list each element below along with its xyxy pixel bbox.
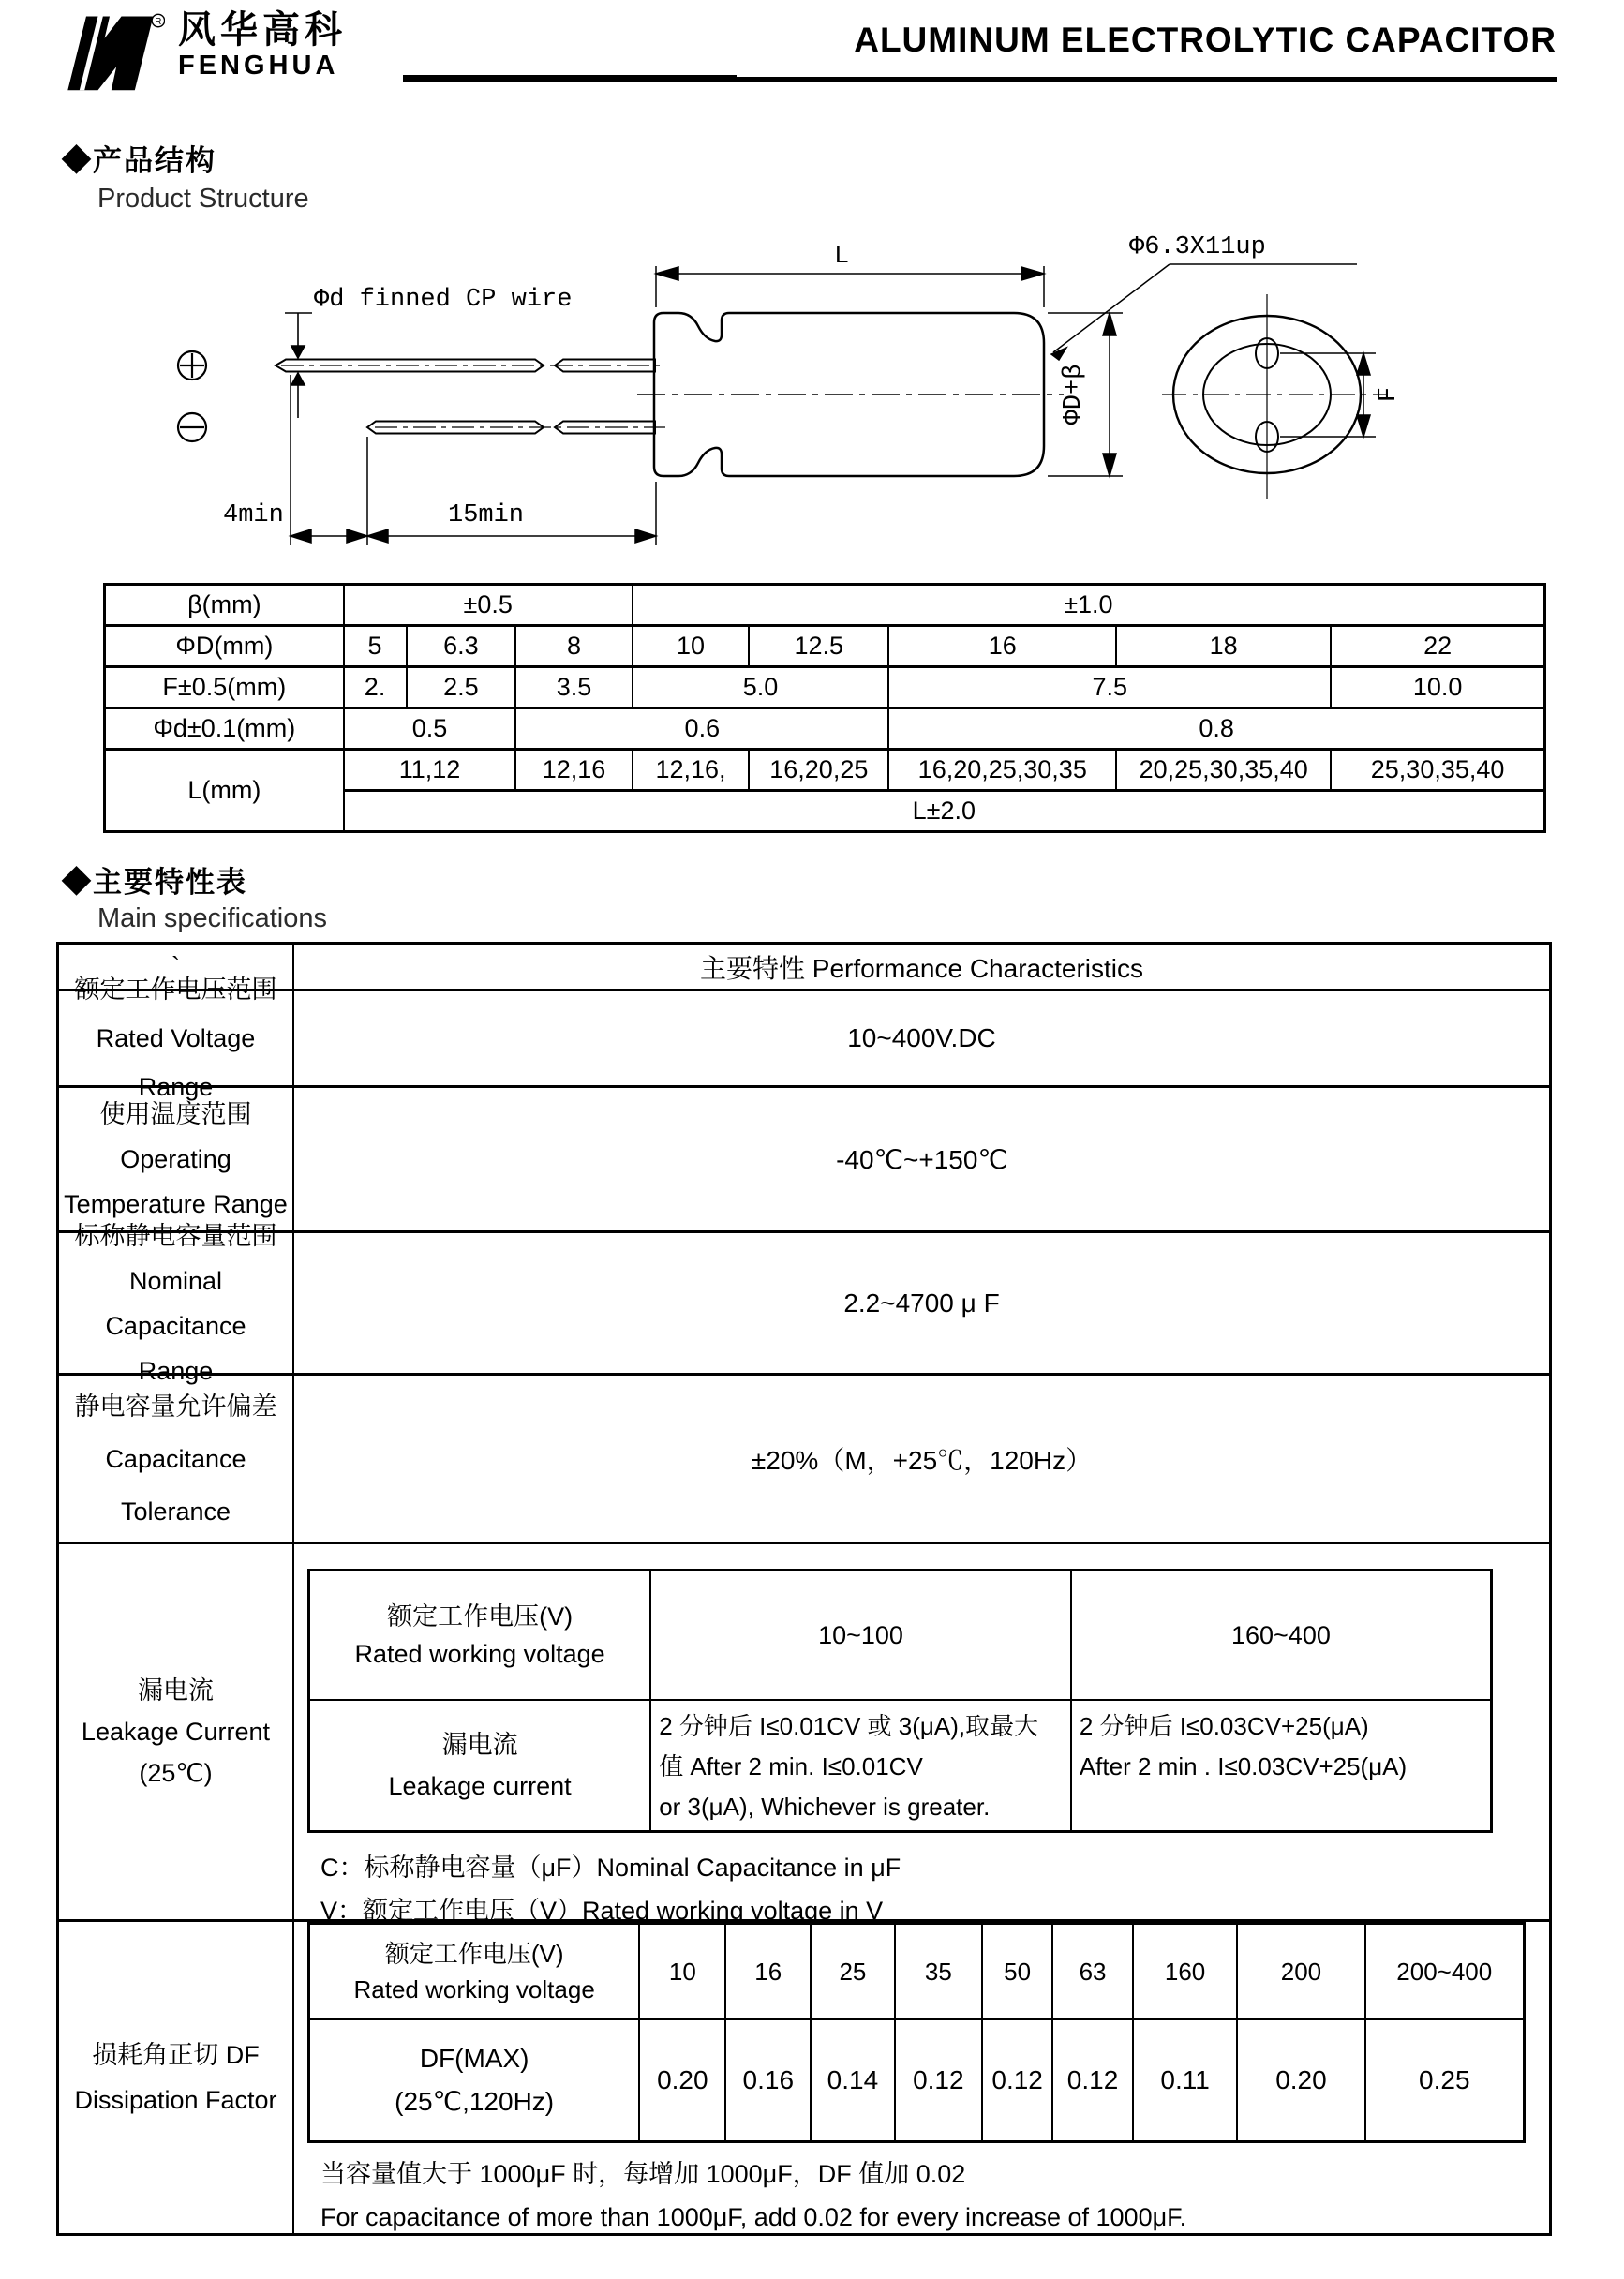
table-row — [309, 1571, 1492, 1701]
cell: 12,16 — [515, 750, 632, 791]
voltage-cell: 35 — [895, 1924, 982, 2020]
row-label: F±0.5(mm) — [105, 667, 344, 708]
cell: 25,30,35,40 — [1331, 750, 1544, 791]
section-title-specs-en: Main specifications — [97, 903, 327, 933]
cell: 8 — [515, 626, 632, 667]
table-row — [309, 1924, 1525, 2020]
section-title-specs-cn: ◆主要特性表 — [62, 866, 247, 899]
label-en: Leakage Current — [81, 1718, 271, 1746]
voltage-cell: 63 — [1052, 1924, 1133, 2020]
label-cn: 额定工作电压范围 — [74, 976, 277, 1004]
section-title-structure-en: Product Structure — [97, 184, 309, 214]
voltage-header-cn: 额定工作电压(V) — [387, 1602, 574, 1631]
cell: 0.6 — [515, 708, 888, 750]
dissipation-factor-table — [307, 1922, 1526, 2143]
df-note-cn: 当容量值大于 1000μF 时，每增加 1000μF，DF 值加 0.02 — [320, 2160, 966, 2188]
label-en: Range — [138, 1356, 214, 1385]
leakage-row-label-en: Leakage current — [388, 1772, 572, 1800]
df-value: 0.14 — [811, 2019, 894, 2142]
cell: 0.5 — [344, 708, 516, 750]
cell: 2. — [344, 667, 407, 708]
lead-min4-label: 4min — [223, 501, 284, 529]
leakage-spec-low: 值 After 2 min. I≤0.01CV — [659, 1752, 923, 1780]
negative-lead — [367, 422, 665, 434]
spec-row-rated-voltage — [59, 976, 1549, 1101]
length-label: L — [834, 243, 850, 271]
label-en: Operating — [120, 1145, 231, 1173]
plus-terminal-icon — [178, 351, 206, 380]
df-value: 0.25 — [1365, 2019, 1525, 2142]
cell: 16,20,25,30,35 — [888, 750, 1116, 791]
df-value: 0.12 — [1052, 2019, 1133, 2142]
label-en: Capacitance — [105, 1444, 246, 1473]
cell: 0.8 — [888, 708, 1544, 750]
leakage-spec-high: 2 分钟后 I≤0.03CV+25(μA) — [1079, 1712, 1369, 1740]
length-dimension — [656, 266, 1044, 307]
end-view — [1162, 294, 1387, 499]
section-title-structure-cn: ◆产品结构 — [62, 144, 216, 177]
spec-row-capacitance — [59, 1221, 1549, 1385]
length-tolerance-cell: L±2.0 — [344, 791, 1545, 832]
beta-tol-large: ±1.0 — [633, 585, 1545, 626]
voltage-header-en: Rated working voltage — [353, 1975, 595, 2003]
cell: 5 — [344, 626, 407, 667]
cell: 5.0 — [633, 667, 889, 708]
label-cn: 漏电流 — [138, 1676, 214, 1705]
brand-name-en: FENGHUA — [178, 51, 339, 81]
label-cn: 损耗角正切 DF — [92, 2041, 260, 2069]
leakage-spec-high: After 2 min . I≤0.03CV+25(μA) — [1079, 1752, 1408, 1780]
capacitance-value: 2.2~4700 μ F — [843, 1288, 1000, 1318]
row-label: ΦD(mm) — [105, 626, 344, 667]
df-value: 0.20 — [639, 2019, 725, 2142]
cell: 16,20,25 — [749, 750, 888, 791]
spec-header-left: ` — [59, 945, 294, 989]
voltage-header-en: Rated working voltage — [354, 1640, 605, 1668]
voltage-cell: 200~400 — [1365, 1924, 1525, 2020]
minus-terminal-icon — [178, 413, 206, 441]
row-label: Φd±0.1(mm) — [105, 708, 344, 750]
wire-label: Φd finned CP wire — [314, 286, 573, 314]
label-en: Tolerance — [120, 1497, 231, 1526]
label-en: Rated Voltage Range — [96, 1024, 256, 1101]
cell: 16 — [888, 626, 1116, 667]
table-row-beta — [105, 585, 1545, 626]
voltage-cell: 200 — [1237, 1924, 1364, 2020]
lead-space-label: F — [1375, 386, 1403, 403]
voltage-cell: 10 — [639, 1924, 725, 2020]
brand-name-cn: 风华高科 — [178, 9, 347, 51]
cell: 12.5 — [749, 626, 888, 667]
svg-text:R: R — [155, 17, 162, 28]
tolerance-value: ±20%（M，+25℃，120Hz） — [751, 1445, 1093, 1475]
lead-min15-label: 15min — [448, 501, 525, 529]
cell: 2.5 — [407, 667, 516, 708]
sleeve-leader-line — [1051, 264, 1357, 360]
label-cn: 使用温度范围 — [99, 1100, 252, 1128]
range-high: 160~400 — [1071, 1571, 1492, 1701]
label-cn: 标称静电容量范围 — [74, 1221, 277, 1250]
cell: 7.5 — [888, 667, 1331, 708]
label-condition: (25℃) — [139, 1759, 213, 1787]
label-en: Nominal Capacitance — [105, 1266, 246, 1340]
label-cn: 静电容量允许偏差 — [74, 1392, 277, 1421]
cell: 11,12 — [344, 750, 516, 791]
brand-text — [178, 9, 347, 81]
row-label: L(mm) — [105, 750, 344, 832]
df-value: 0.16 — [725, 2019, 811, 2142]
leakage-spec-low: 2 分钟后 I≤0.01CV 或 3(μA),取最大 — [659, 1712, 1039, 1740]
beta-tol-small: ±0.5 — [344, 585, 633, 626]
cell: 10.0 — [1331, 667, 1544, 708]
fenghua-logo-icon — [54, 9, 165, 96]
range-low: 10~100 — [650, 1571, 1071, 1701]
df-value: 0.11 — [1133, 2019, 1238, 2142]
voltage-cell: 50 — [982, 1924, 1052, 2020]
cell: 3.5 — [515, 667, 632, 708]
cell: 22 — [1331, 626, 1544, 667]
table-row-diameter — [105, 626, 1545, 667]
table-row-lead-spacing — [105, 667, 1545, 708]
note-voltage: V：额定工作电压（V）Rated working voltage in V — [320, 1897, 884, 1925]
product-structure-drawing — [0, 234, 1624, 562]
cell: 6.3 — [407, 626, 516, 667]
header-rule-thin — [737, 77, 1557, 82]
cell: 20,25,30,35,40 — [1116, 750, 1331, 791]
table-row-lead-diameter — [105, 708, 1545, 750]
spec-header-right: 主要特性 Performance Characteristics — [699, 953, 1143, 983]
label-en: Dissipation Factor — [74, 2086, 277, 2114]
table-row-length — [105, 750, 1545, 791]
rated-voltage-value: 10~400V.DC — [847, 1023, 996, 1052]
cell: 18 — [1116, 626, 1331, 667]
note-capacitance: C：标称静电容量（μF）Nominal Capacitance in μF — [320, 1854, 901, 1882]
header-rule-thick — [403, 75, 737, 82]
df-max-label: DF(MAX) — [419, 2044, 529, 2073]
df-condition-label: (25℃,120Hz) — [395, 2087, 555, 2116]
spec-row-temperature — [59, 1085, 1549, 1230]
temperature-value: -40℃~+150℃ — [836, 1144, 1007, 1174]
voltage-cell: 25 — [811, 1924, 894, 2020]
spec-header-row — [59, 945, 1549, 989]
page-title: ALUMINUM ELECTROLYTIC CAPACITOR — [854, 21, 1557, 59]
df-value: 0.20 — [1237, 2019, 1364, 2142]
voltage-cell: 16 — [725, 1924, 811, 2020]
brand-block — [54, 9, 347, 96]
dimension-table — [103, 583, 1546, 833]
df-value: 0.12 — [982, 2019, 1052, 2142]
row-label: β(mm) — [105, 585, 344, 626]
table-row — [309, 2019, 1525, 2142]
voltage-header-cn: 额定工作电压(V) — [384, 1940, 564, 1968]
specifications-table — [56, 942, 1552, 2236]
body-diameter-label: ΦD+β — [1060, 364, 1088, 425]
spec-row-dissipation — [59, 1919, 1549, 2233]
leakage-current-table — [307, 1569, 1493, 1833]
df-note-en: For capacitance of more than 1000μF, add 0.02 for every increase of 1000μF. — [320, 2203, 1187, 2231]
spec-row-tolerance — [59, 1373, 1549, 1542]
leakage-row-label-cn: 漏电流 — [441, 1731, 518, 1759]
label-en: Temperature Range — [64, 1190, 288, 1218]
table-row — [309, 1700, 1492, 1832]
df-value: 0.12 — [895, 2019, 982, 2142]
cell: 10 — [633, 626, 749, 667]
leakage-spec-low: or 3(μA), Whichever is greater. — [659, 1793, 991, 1821]
voltage-cell: 160 — [1133, 1924, 1238, 2020]
cell: 12,16, — [633, 750, 749, 791]
sleeve-label: Φ6.3X11up — [1129, 234, 1266, 261]
positive-lead — [276, 360, 665, 372]
spec-row-leakage — [59, 1542, 1549, 1925]
